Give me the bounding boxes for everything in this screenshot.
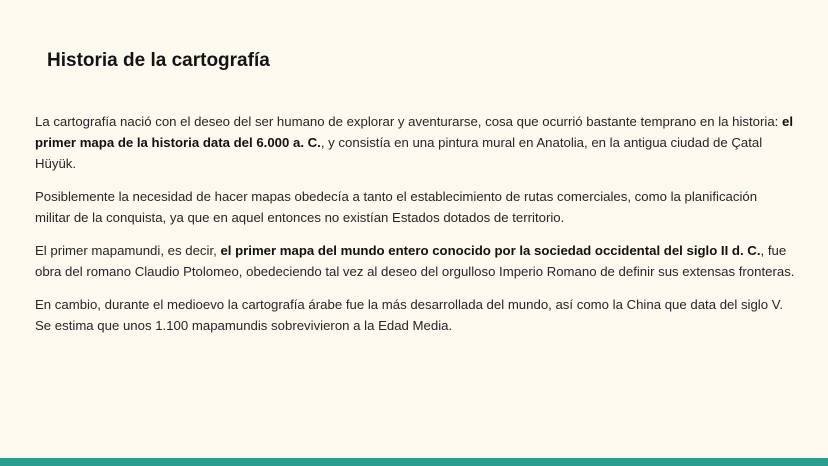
paragraph-2-text-1: Posiblemente la necesidad de hacer mapas obedecía a tanto el establecimiento de rutas comerciales, como la planificación militar de la conquista, ya que en aquel entonces no existían Estados dotados de territorio. (35, 189, 758, 225)
paragraph-1-bold-1: el primer mapa de la historia data del 6.000 a. C. (35, 114, 793, 150)
paragraph-4 (35, 294, 795, 336)
paragraph-1-text-1: La cartografía nació con el deseo del ser humano de explorar y aventurarse, cosa que ocurrió bastante temprano en la historia: (35, 114, 782, 129)
paragraph-1-text-2: , y consistía en una pintura mural en Anatolia, en la antigua ciudad de Çatal Hüyük. (35, 135, 763, 171)
paragraph-2 (35, 186, 795, 228)
slide-body (35, 111, 795, 348)
slide-title: Historia de la cartografía (47, 50, 270, 71)
paragraph-3-text-2: , fue obra del romano Claudio Ptolomeo, obedeciendo tal vez al deseo del orgulloso Imperio Romano de definir sus extensas fronteras. (35, 243, 795, 279)
paragraph-3-text-1: El primer mapamundi, es decir, (35, 243, 221, 258)
bottom-accent-bar (0, 458, 828, 466)
paragraph-3-bold-1: el primer mapa del mundo entero conocido por la sociedad occidental del siglo II d. C. (220, 243, 761, 258)
paragraph-4-text-1: En cambio, durante el medioevo la cartografía árabe fue la más desarrollada del mundo, así como la China que data del siglo V. Se estima que unos 1.100 mapamundis sobrevivieron a la Edad Media. (35, 297, 783, 333)
paragraph-3 (35, 240, 795, 282)
paragraph-1 (35, 111, 795, 174)
